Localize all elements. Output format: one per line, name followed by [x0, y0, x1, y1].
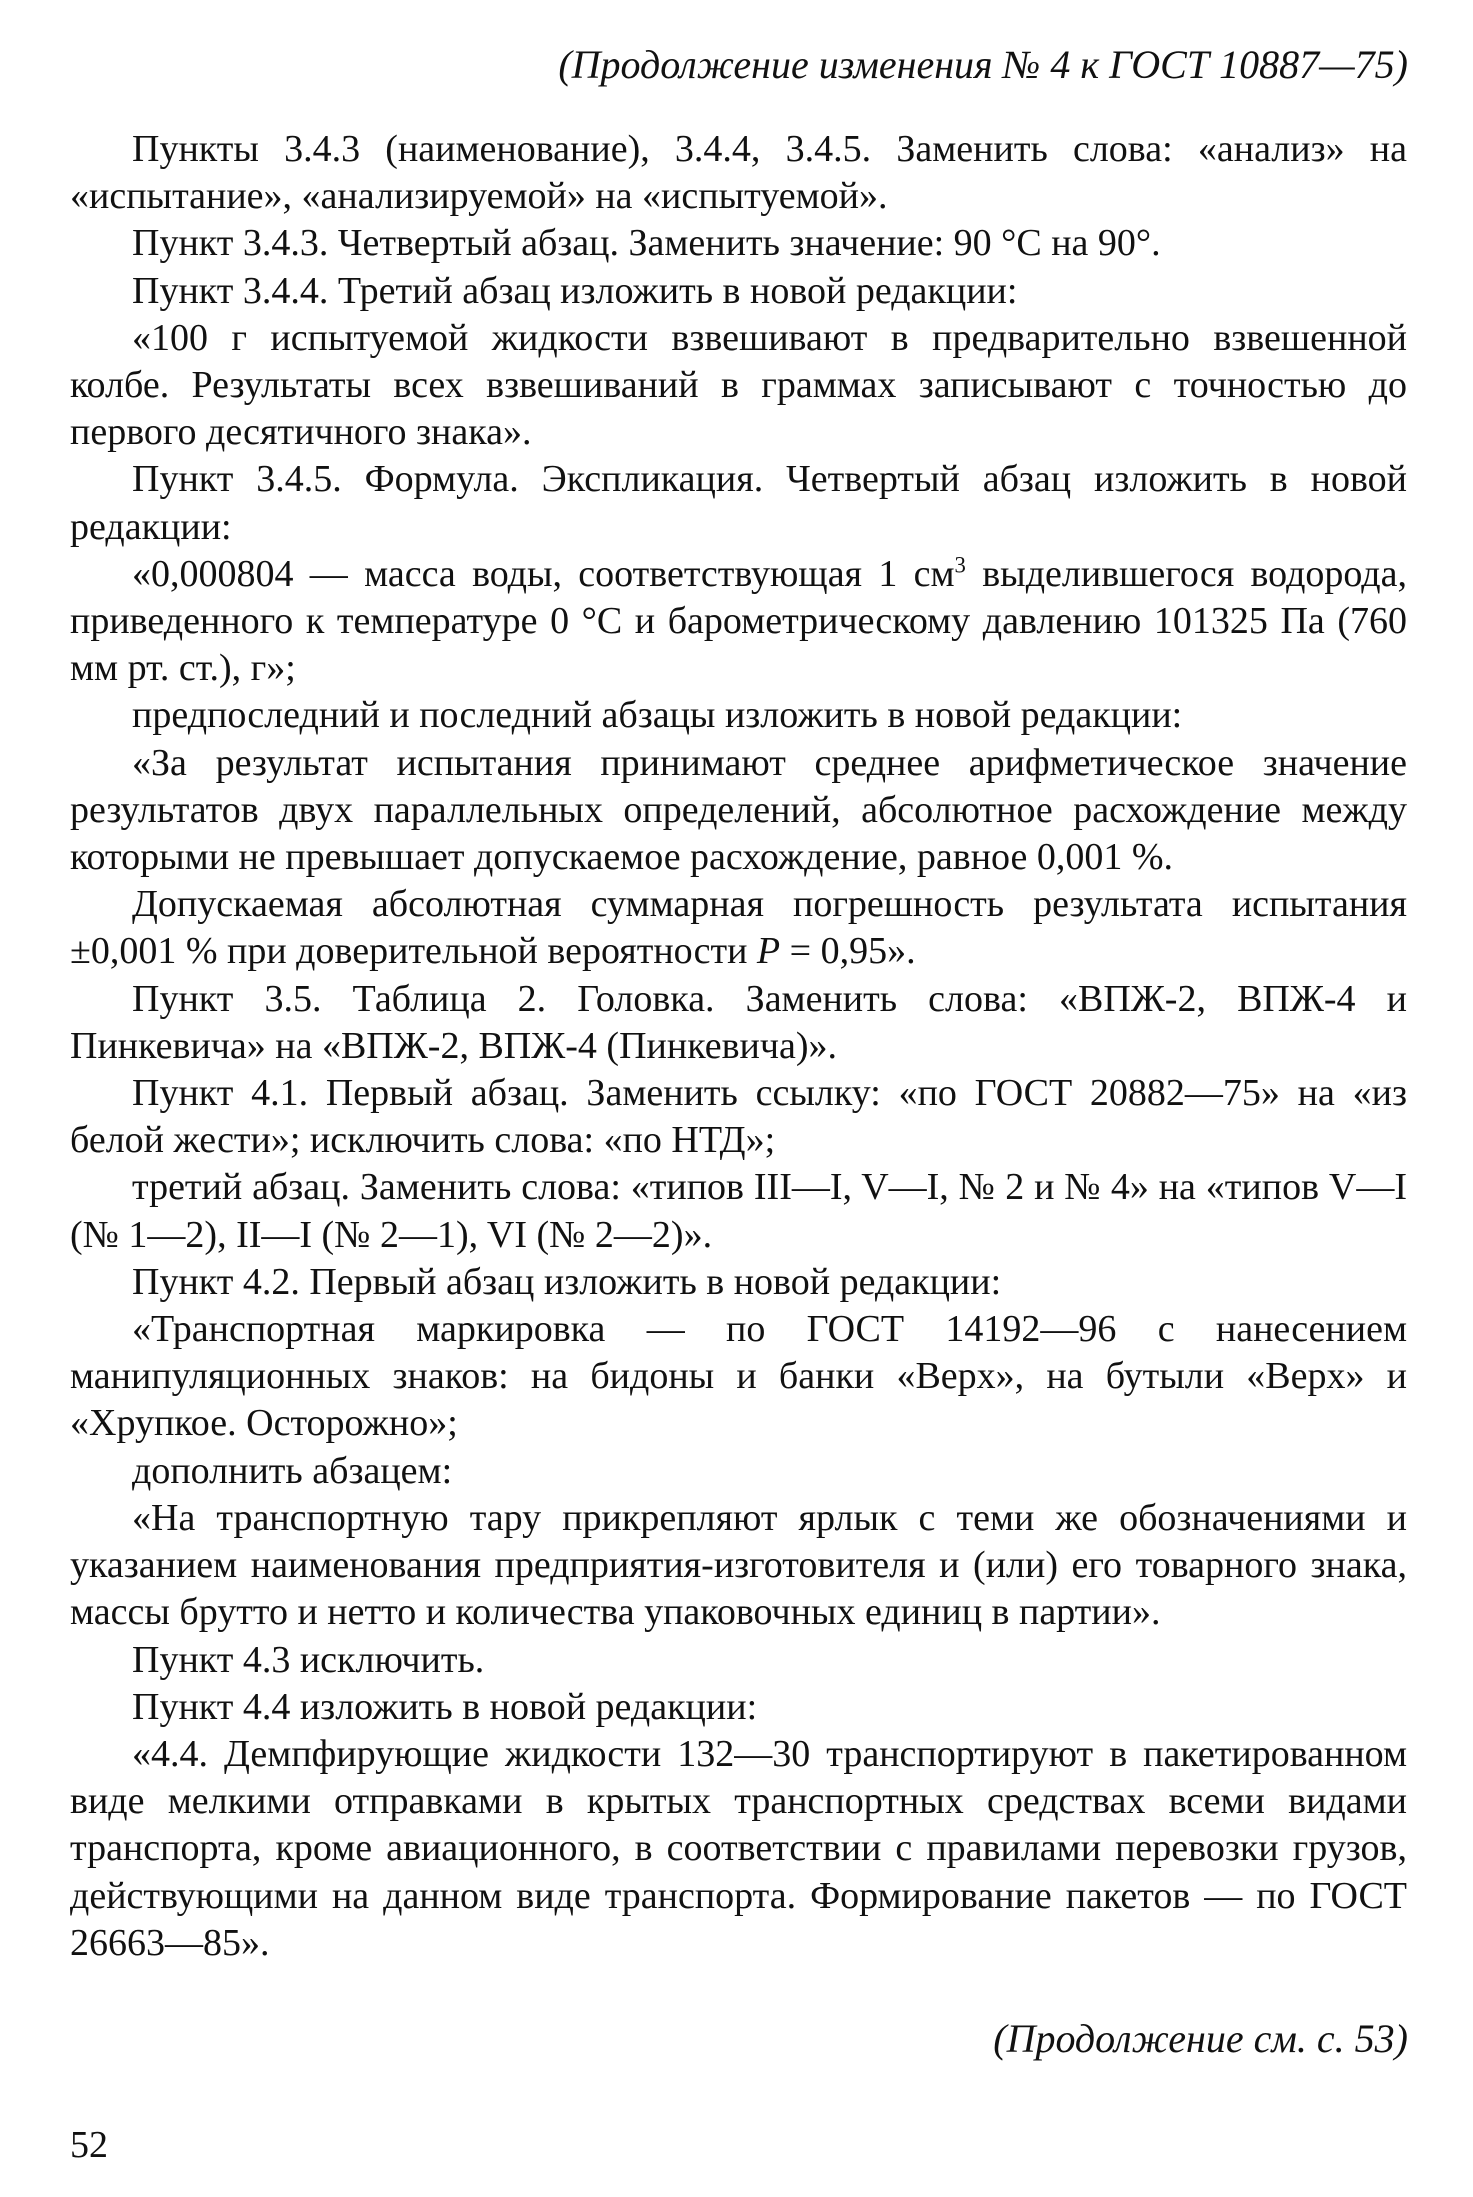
paragraph: дополнить абзацем:	[132, 1449, 453, 1492]
paragraph: «4.4. Демпфирующие жидкости 132—30 транспортируют в пакетированном виде мелкими отправками в крытых транспортных средствах всеми видами транспорта, кроме авиационного, в соответствии с правилами перевозки грузов, действующими на данном виде транспорта. Формирование пакетов — по ГОСТ 26663—85».	[70, 1732, 1407, 1964]
paragraph: Пункты 3.4.3 (наименование), 3.4.4, 3.4.5. Заменить слова: «анализ» на «испытание», «анализируемой» на «испытуемой».	[70, 128, 1407, 218]
paragraph: Пункт 3.4.3. Четвертый абзац. Заменить значение: 90 °С на 90°.	[132, 222, 1161, 265]
page-number: 52	[70, 2124, 108, 2166]
running-header: (Продолжение изменения № 4 к ГОСТ 10887—75)	[558, 42, 1408, 87]
text-segment: Допускаемая абсолютная суммарная погрешность результата испытания ±0,001 % при доверительной вероятности	[70, 883, 1407, 973]
paragraph: предпоследний и последний абзацы изложить в новой редакции:	[132, 694, 1183, 737]
italic-symbol: Р	[756, 930, 781, 973]
paragraph-with-formula-symbol	[70, 881, 1407, 975]
text-segment: выделившегося водорода, приведенного к температуре 0 °С и барометрическому давлению 101325 Па (760 мм рт. ст.), г»;	[70, 552, 1408, 690]
document-body	[70, 126, 1407, 1967]
paragraph: «На транспортную тару прикрепляют ярлык с теми же обозначениями и указанием наименования предприятия-изготовителя и (или) его товарного знака, массы брутто и нетто и количества упаковочных единиц в партии».	[70, 1496, 1407, 1634]
paragraph: «100 г испытуемой жидкости взвешивают в предварительно взвешенной колбе. Результаты всех взвешиваний в граммах записывают с точностью до первого десятичного знака».	[70, 316, 1407, 454]
continuation-note: (Продолжение см. с. 53)	[993, 2016, 1408, 2061]
paragraph: «Транспортная маркировка — по ГОСТ 14192—96 с нанесением манипуляционных знаков: на бидоны и банки «Верх», на бутыли «Верх» и «Хрупкое. Осторожно»;	[70, 1308, 1407, 1445]
paragraph: Пункт 3.5. Таблица 2. Головка. Заменить слова: «ВПЖ-2, ВПЖ-4 и Пинкевича» на «ВПЖ-2, ВПЖ-4 (Пинкевича)».	[70, 977, 1407, 1067]
paragraph: Пункт 4.1. Первый абзац. Заменить ссылку: «по ГОСТ 20882—75» на «из белой жести»; исключить слова: «по НТД»;	[70, 1072, 1407, 1162]
text-segment: «0,000804 — масса воды, соответствующая 1 см	[132, 552, 955, 595]
paragraph: Пункт 4.3 исключить.	[132, 1638, 485, 1681]
paragraph-with-superscript	[70, 551, 1407, 693]
paragraph: Пункт 3.4.5. Формула. Экспликация. Четвертый абзац изложить в новой редакции:	[70, 458, 1407, 548]
superscript: 3	[954, 552, 966, 578]
paragraph: Пункт 4.4 изложить в новой редакции:	[132, 1685, 758, 1728]
paragraph: Пункт 4.2. Первый абзац изложить в новой редакции:	[132, 1260, 1002, 1303]
paragraph: третий абзац. Заменить слова: «типов III—I, V—I, № 2 и № 4» на «типов V—I (№ 1—2), II—I (№ 2—1), VI (№ 2—2)».	[70, 1166, 1407, 1256]
paragraph: Пункт 3.4.4. Третий абзац изложить в новой редакции:	[132, 269, 1018, 312]
paragraph: «За результат испытания принимают среднее арифметическое значение результатов двух параллельных определений, абсолютное расхождение между которыми не превышает допускаемое расхождение, равное 0,001 %.	[70, 741, 1407, 879]
text-segment: = 0,95».	[780, 930, 916, 973]
